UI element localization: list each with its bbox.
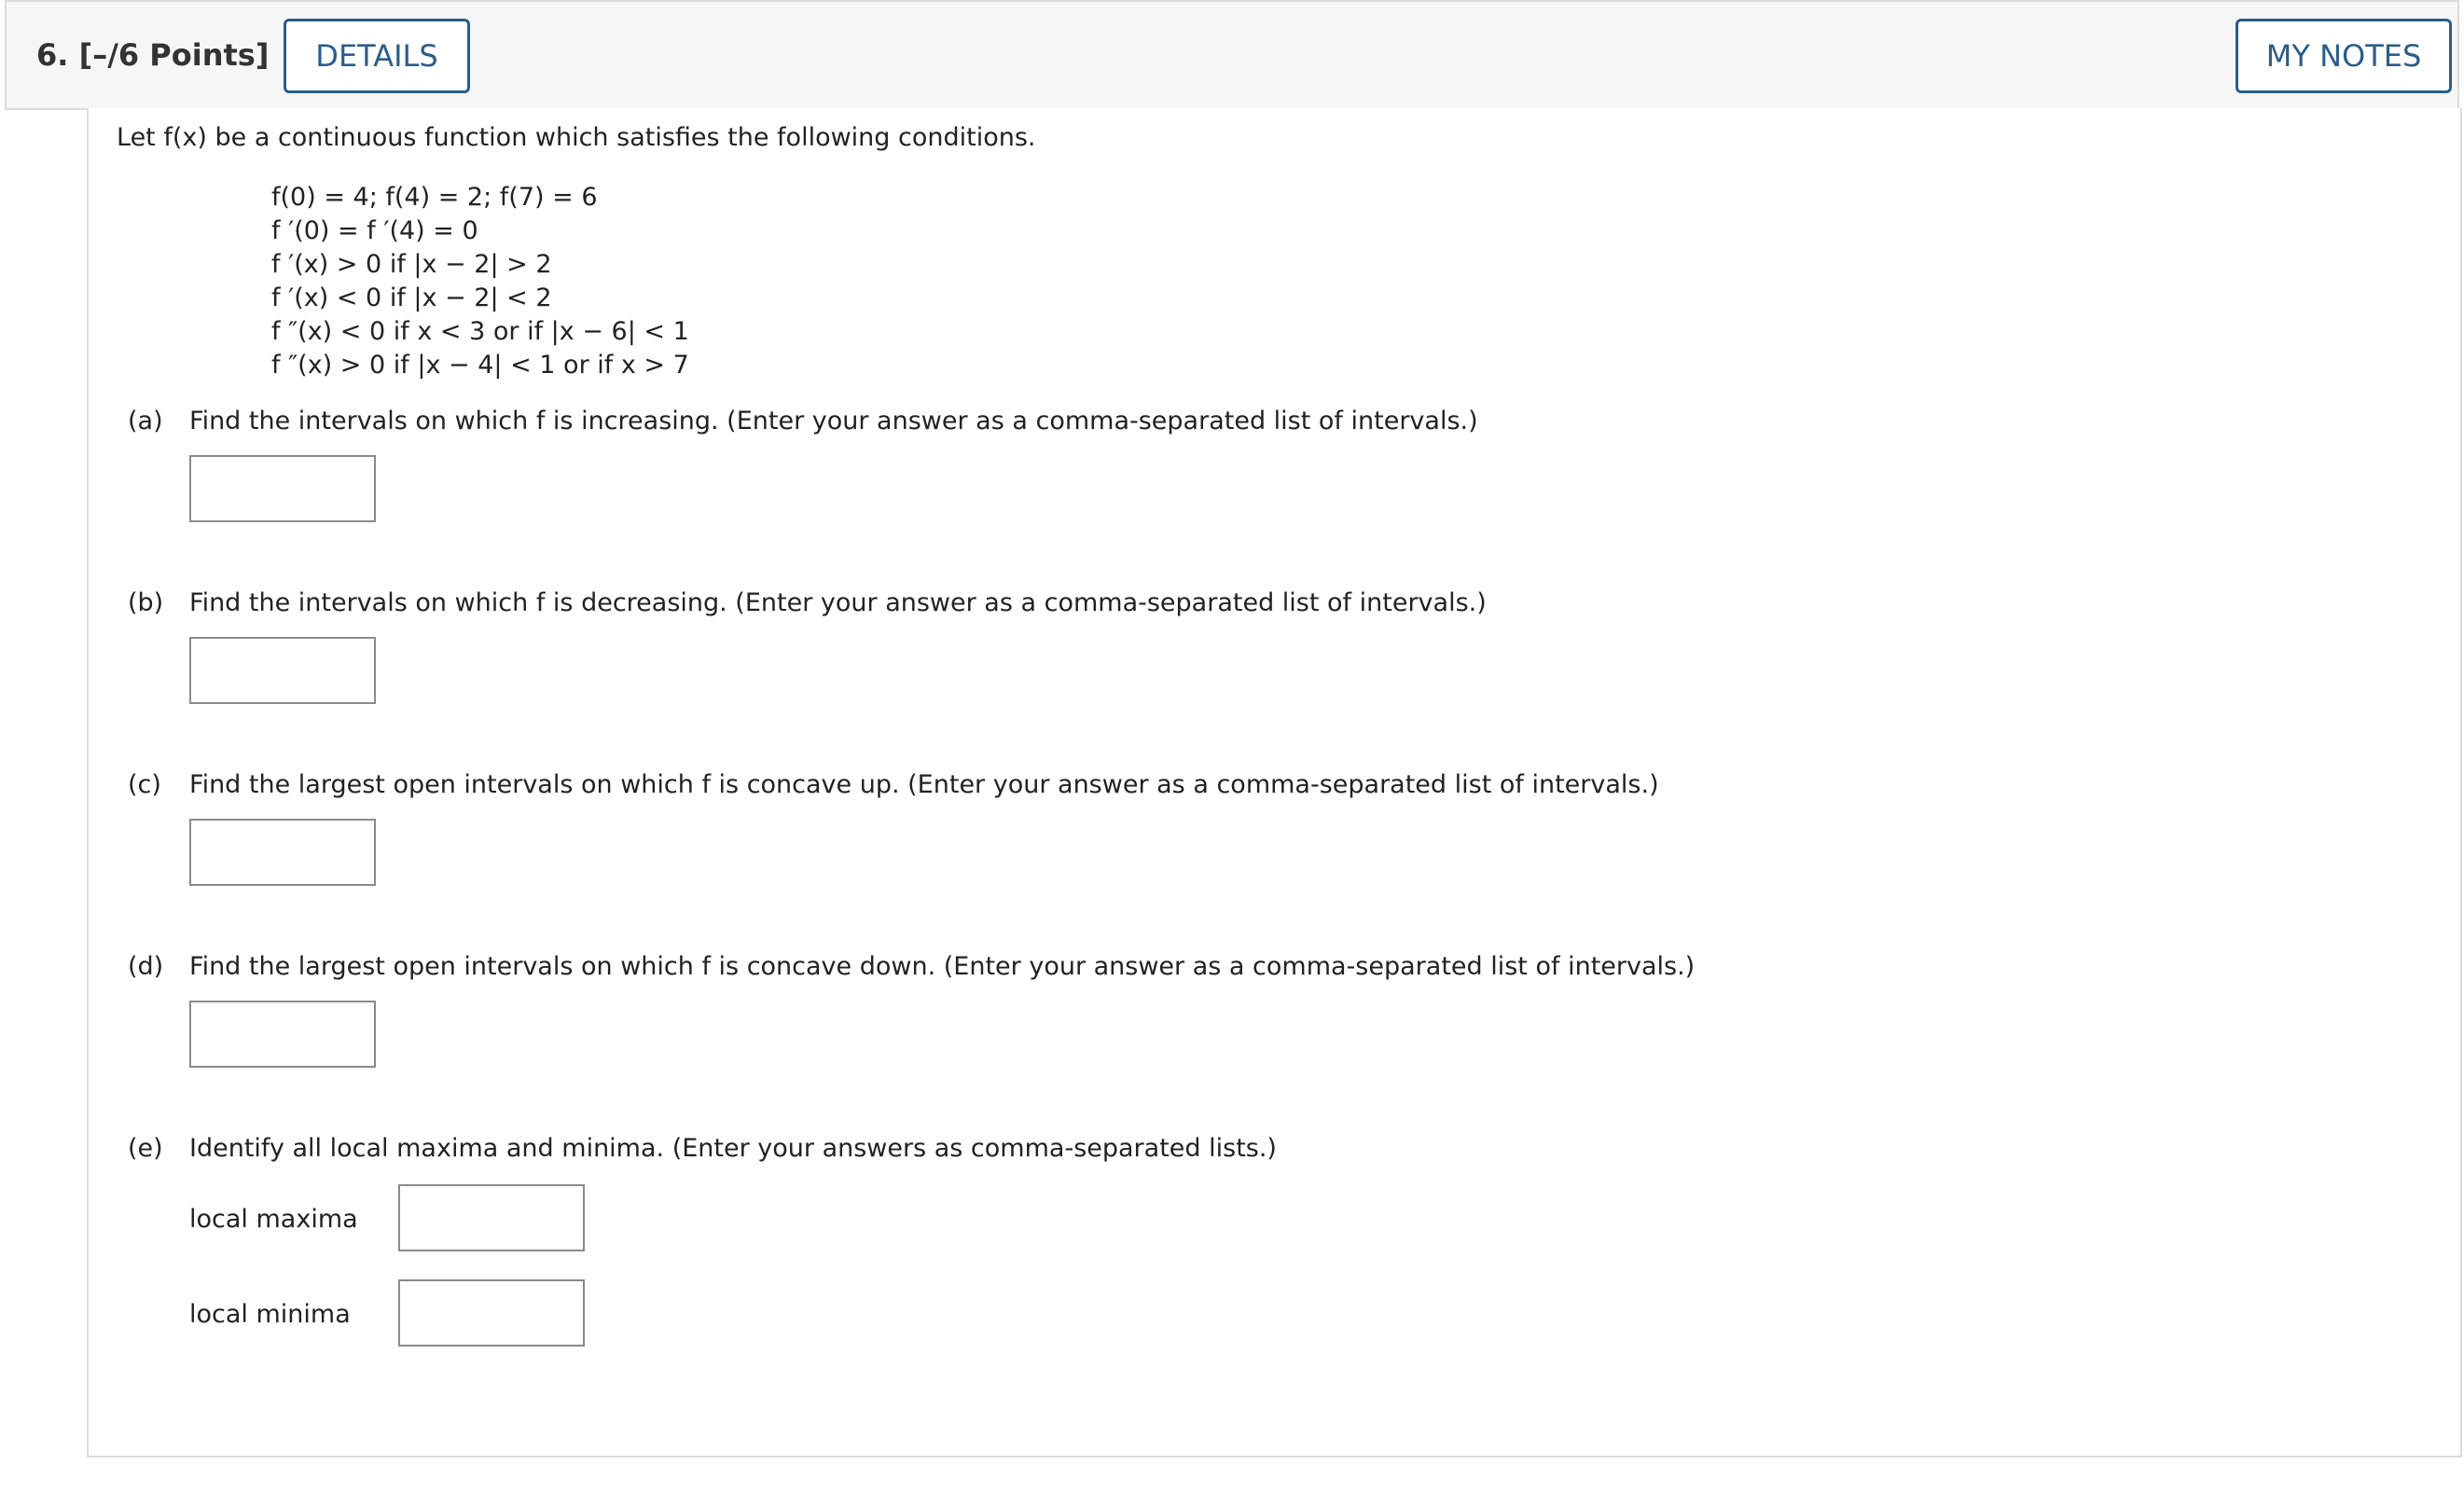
part-b-label: (b)	[128, 588, 164, 617]
question-points: [–/6 Points]	[78, 37, 270, 73]
condition-line: f ′(x) > 0 if |x − 2| > 2	[271, 250, 552, 279]
condition-line: f(0) = 4; f(4) = 2; f(7) = 6	[271, 183, 598, 212]
question-number: 6.	[36, 37, 69, 73]
part-e-text: Identify all local maxima and minima. (Enter your answers as comma-separated lists.)	[189, 1134, 1277, 1163]
my-notes-button[interactable]: MY NOTES	[2236, 19, 2452, 93]
part-b-answer-input[interactable]	[189, 637, 376, 704]
local-minima-input[interactable]	[398, 1279, 585, 1347]
condition-line: f ″(x) > 0 if |x − 4| < 1 or if x > 7	[271, 351, 689, 380]
part-c-text: Find the largest open intervals on which f is concave up. (Enter your answer as a comma-separated list of intervals.)	[189, 770, 1659, 799]
condition-line: f ′(0) = f ′(4) = 0	[271, 216, 478, 245]
question-header	[5, 0, 2459, 110]
part-d-answer-input[interactable]	[189, 1001, 376, 1068]
condition-line: f ′(x) < 0 if |x − 2| < 2	[271, 283, 552, 312]
part-b-text: Find the intervals on which f is decreasing. (Enter your answer as a comma-separated list of intervals.)	[189, 588, 1487, 617]
question-title	[36, 37, 269, 73]
local-minima-label: local minima	[189, 1300, 351, 1329]
part-c-label: (c)	[128, 770, 161, 799]
problem-intro: Let f(x) be a continuous function which satisfies the following conditions.	[117, 123, 1036, 152]
details-button[interactable]: DETAILS	[284, 19, 470, 93]
part-a-label: (a)	[128, 407, 163, 435]
local-maxima-label: local maxima	[189, 1205, 358, 1234]
part-c-answer-input[interactable]	[189, 819, 376, 886]
part-e-label: (e)	[128, 1134, 163, 1163]
part-a-text: Find the intervals on which f is increasing. (Enter your answer as a comma-separated list of intervals.)	[189, 407, 1478, 435]
condition-line: f ″(x) < 0 if x < 3 or if |x − 6| < 1	[271, 317, 689, 346]
part-a-answer-input[interactable]	[189, 455, 376, 522]
part-d-label: (d)	[128, 952, 164, 981]
part-d-text: Find the largest open intervals on which f is concave down. (Enter your answer as a comma-separated list of intervals.)	[189, 952, 1696, 981]
question-body	[87, 108, 2462, 1457]
local-maxima-input[interactable]	[398, 1184, 585, 1251]
